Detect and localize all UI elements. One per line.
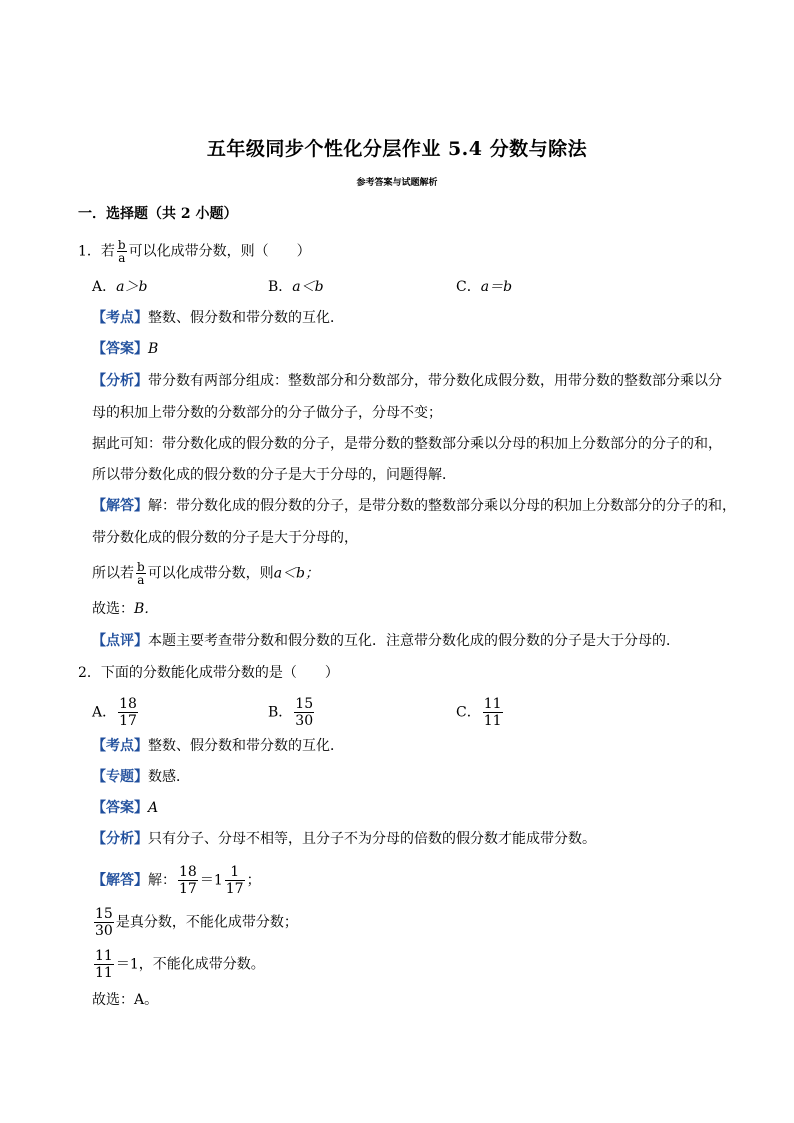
fraction-numerator: b bbox=[137, 560, 145, 574]
q1-kaodian-text: 整数、假分数和带分数的互化． bbox=[148, 310, 344, 326]
tag-daan: 【答案】 bbox=[92, 800, 148, 816]
q2-fenxi bbox=[92, 829, 596, 849]
q2-line3-fraction bbox=[94, 948, 114, 981]
q1-fenxi-line3: 据此可知：带分数化成的假分数的分子，是带分数的整数部分乘以分母的积加上分数部分的分子的和， bbox=[92, 436, 722, 452]
q1-jieda-fraction bbox=[136, 561, 146, 586]
fraction-denominator: 30 bbox=[95, 923, 113, 939]
option-text: a＝b bbox=[480, 279, 513, 295]
fraction-denominator: a bbox=[118, 251, 126, 265]
q2-jieda-line3 bbox=[92, 948, 265, 981]
q2-fenxi-text: 只有分子、分母不相等，且分子不为分母的倍数的假分数才能成带分数。 bbox=[148, 831, 596, 847]
option-letter: B． bbox=[268, 279, 293, 295]
tag-dianping: 【点评】 bbox=[92, 633, 148, 649]
q2-kaodian-text: 整数、假分数和带分数的互化． bbox=[148, 738, 344, 754]
q2-option-c bbox=[456, 696, 505, 729]
q2-jieda-line2 bbox=[92, 906, 298, 939]
option-letter: C． bbox=[456, 279, 481, 295]
option-letter: C． bbox=[456, 704, 481, 721]
tag-zhuanti: 【专题】 bbox=[92, 769, 148, 785]
tag-jieda: 【解答】 bbox=[92, 872, 148, 889]
fraction-denominator: a bbox=[137, 573, 145, 587]
option-letter: B． bbox=[268, 704, 293, 721]
tag-jieda: 【解答】 bbox=[92, 498, 148, 514]
fraction-denominator: 17 bbox=[179, 881, 197, 897]
fraction-numerator: 11 bbox=[483, 696, 502, 712]
q1-stem-prefix: 1．若 bbox=[78, 243, 115, 260]
page-title: 五年级同步个性化分层作业 5.4 分数与除法 bbox=[206, 138, 588, 160]
q2-stem: 2．下面的分数能化成带分数的是（ ） bbox=[78, 665, 339, 681]
q1-fenxi-line4: 所以带分数化成的假分数的分子是大于分母的，问题得解． bbox=[92, 467, 456, 483]
q1-option-c bbox=[456, 277, 512, 297]
q1-stem bbox=[78, 239, 311, 264]
fraction-numerator: 11 bbox=[95, 948, 113, 964]
q2-answer bbox=[92, 798, 158, 818]
q2-line2-text: 是真分数，不能化成带分数； bbox=[115, 914, 298, 931]
q2-line2-fraction bbox=[94, 906, 114, 939]
q1-jieda-end: a＜b； bbox=[273, 565, 319, 582]
fraction-denominator: 17 bbox=[119, 713, 137, 729]
q2-answer-value: A bbox=[148, 800, 159, 816]
page-subtitle: 参考答案与试题解析 bbox=[356, 178, 438, 188]
fraction-denominator: 11 bbox=[95, 965, 113, 981]
tag-kaodian: 【考点】 bbox=[92, 738, 148, 754]
q2-line3-text: ＝1，不能化成带分数。 bbox=[115, 956, 265, 973]
q1-jieda-prefix: 所以若 bbox=[92, 565, 134, 582]
q1-jieda-line1 bbox=[92, 496, 736, 516]
q1-fenxi-line2: 母的积加上带分数的分数部分的分子做分子，分母不变； bbox=[92, 405, 442, 421]
fraction-numerator: b bbox=[117, 238, 126, 252]
q2-option-b bbox=[268, 696, 316, 729]
tag-kaodian: 【考点】 bbox=[92, 310, 148, 326]
q2-option-a bbox=[92, 696, 140, 729]
fraction-denominator: 17 bbox=[225, 881, 244, 897]
q1-stem-suffix: 可以化成带分数，则（ ） bbox=[128, 243, 311, 260]
q2-guxuan: 故选：A。 bbox=[92, 992, 159, 1008]
option-letter: A． bbox=[92, 704, 117, 721]
guxuan-value: B． bbox=[134, 601, 159, 617]
q2-jieda-fraction bbox=[178, 864, 198, 897]
tag-fenxi: 【分析】 bbox=[92, 373, 148, 389]
option-letter: A． bbox=[92, 279, 117, 295]
q1-option-b bbox=[268, 277, 324, 297]
q1-answer bbox=[92, 339, 158, 359]
tag-fenxi: 【分析】 bbox=[92, 831, 148, 847]
q1-answer-value: B bbox=[148, 341, 159, 357]
q1-dianping-text: 本题主要考查带分数和假分数的互化．注意带分数化成的假分数的分子是大于分母的． bbox=[148, 633, 680, 649]
q1-fenxi-text: 带分数有两部分组成：整数部分和分数部分，带分数化成假分数，用带分数的整数部分乘以分 bbox=[148, 373, 722, 389]
fraction-numerator: 15 bbox=[295, 696, 314, 712]
fraction-numerator: 18 bbox=[179, 864, 197, 880]
option-fraction bbox=[118, 696, 138, 729]
guxuan-prefix: 故选： bbox=[92, 601, 134, 617]
q2-zhuanti bbox=[92, 767, 190, 787]
q1-kaodian bbox=[92, 308, 344, 328]
option-fraction bbox=[294, 696, 314, 729]
q1-jieda-line2: 带分数化成的假分数的分子是大于分母的， bbox=[92, 530, 358, 546]
tag-daan: 【答案】 bbox=[92, 341, 148, 357]
option-fraction bbox=[483, 696, 503, 729]
section-heading: 一．选择题（共 2 小题） bbox=[78, 206, 238, 222]
fraction-numerator: 18 bbox=[119, 696, 137, 712]
q2-jieda-line1 bbox=[92, 864, 261, 897]
q2-kaodian bbox=[92, 736, 344, 756]
q1-dianping bbox=[92, 631, 680, 651]
fraction-denominator: 30 bbox=[295, 713, 314, 729]
q2-zhuanti-text: 数感． bbox=[148, 769, 190, 785]
q1-stem-fraction bbox=[117, 239, 127, 264]
q2-jieda-equals: ＝1 bbox=[199, 872, 223, 889]
fraction-denominator: 11 bbox=[483, 713, 502, 729]
q2-jieda-mixed-fraction bbox=[225, 864, 245, 897]
q1-jieda-suffix: 可以化成带分数，则 bbox=[147, 565, 274, 582]
q1-jieda-text: 解：带分数化成的假分数的分子，是带分数的整数部分乘以分母的积加上分数部分的分子的和， bbox=[148, 498, 736, 514]
q1-jieda-line3 bbox=[92, 561, 319, 586]
q1-fenxi-line1 bbox=[92, 371, 722, 391]
q2-jieda-end: ； bbox=[246, 872, 261, 889]
option-text: a＜b bbox=[292, 279, 324, 295]
q2-jieda-prefix: 解： bbox=[148, 872, 176, 889]
q1-option-a bbox=[92, 277, 147, 297]
fraction-numerator: 1 bbox=[225, 864, 245, 881]
q1-guxuan bbox=[92, 599, 158, 619]
option-text: a＞b bbox=[116, 279, 148, 295]
fraction-numerator: 15 bbox=[95, 906, 113, 922]
